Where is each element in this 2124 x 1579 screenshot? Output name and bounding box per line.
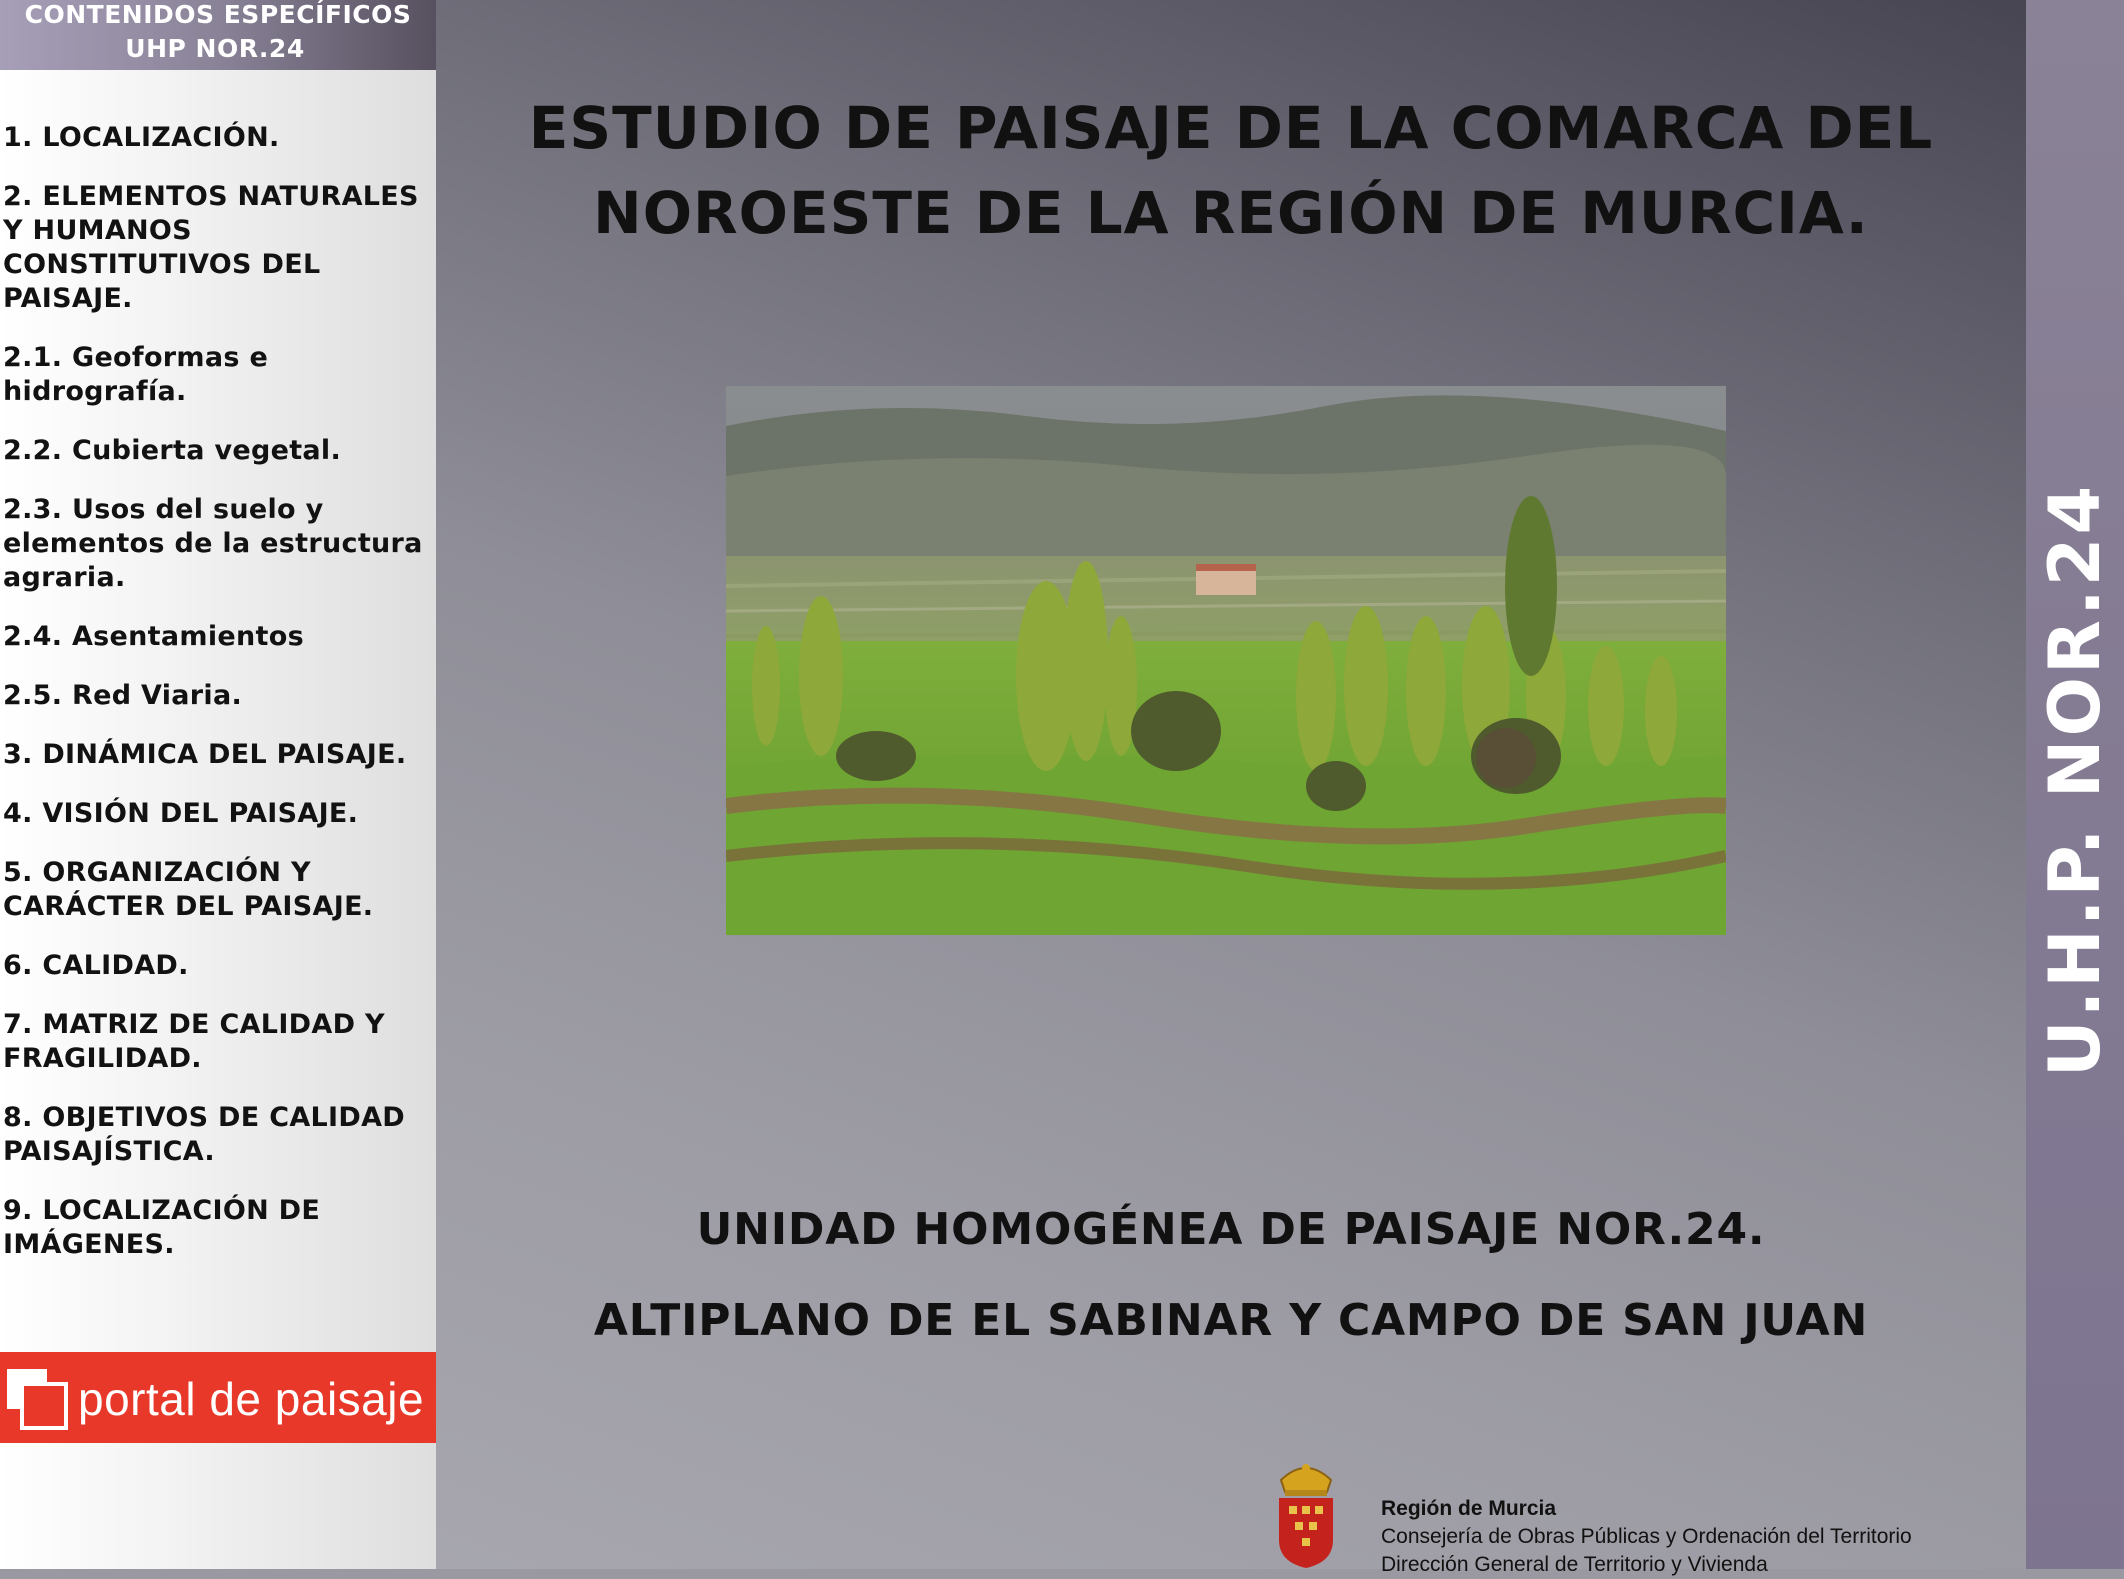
nav-item-localizacion-imagenes[interactable]: 9. LOCALIZACIÓN DE IMÁGENES. [3, 1195, 321, 1260]
nav-item-elementos[interactable]: 2. ELEMENTOS NATURALES Y HUMANOS CONSTITUTIVOS DEL PAISAJE. [3, 181, 419, 314]
unit-code-label: U.H.P. NOR.24 [2034, 482, 2116, 1078]
nav-item-localizacion[interactable]: 1. LOCALIZACIÓN. [3, 122, 280, 153]
unit-subtitle: UNIDAD HOMOGÉNEA DE PAISAJE NOR.24. [696, 1204, 1766, 1255]
nav-item-cubierta[interactable]: 2.2. Cubierta vegetal. [3, 435, 342, 466]
nav-item-organizacion[interactable]: 5. ORGANIZACIÓN Y CARÁCTER DEL PAISAJE. [3, 857, 374, 922]
sidebar-header [0, 0, 436, 70]
contents-nav [3, 121, 433, 1287]
nav-item-calidad[interactable]: 6. CALIDAD. [3, 950, 189, 981]
area-subtitle: ALTIPLANO DE EL SABINAR Y CAMPO DE SAN JUAN [593, 1295, 1869, 1346]
portal-logo-icon [6, 1368, 68, 1430]
right-strip [2026, 0, 2124, 1569]
gov-org: Región de Murcia [1381, 1497, 1557, 1520]
nav-item-vision[interactable]: 4. VISIÓN DEL PAISAJE. [3, 798, 359, 829]
sidebar [0, 0, 436, 1569]
nav-item-objetivos[interactable]: 8. OBJETIVOS DE CALIDAD PAISAJÍSTICA. [3, 1102, 405, 1167]
title-line1: ESTUDIO DE PAISAJE DE LA COMARCA DEL [528, 94, 1934, 162]
sidebar-header-line1: CONTENIDOS ESPECÍFICOS [24, 0, 412, 29]
page-title [436, 86, 2026, 256]
nav-item-usos-suelo[interactable]: 2.3. Usos del suelo y elementos de la estructura agraria. [3, 494, 423, 593]
gov-line2: Dirección General de Territorio y Vivienda [1381, 1553, 1768, 1576]
sidebar-header-line2: UHP NOR.24 [125, 34, 305, 63]
nav-item-red-viaria[interactable]: 2.5. Red Viaria. [3, 680, 243, 711]
nav-item-dinamica[interactable]: 3. DINÁMICA DEL PAISAJE. [3, 739, 407, 770]
nav-item-geoformas[interactable]: 2.1. Geoformas e hidrografía. [3, 342, 269, 407]
portal-de-paisaje-link[interactable] [0, 1352, 436, 1443]
nav-item-asentamientos[interactable]: 2.4. Asentamientos [3, 621, 304, 652]
portal-label: portal de paisaje [78, 1373, 425, 1425]
main-panel [436, 0, 2026, 1576]
gov-line1: Consejería de Obras Públicas y Ordenación del Territorio [1381, 1525, 1912, 1548]
region-murcia-crest-icon [1275, 1462, 1337, 1569]
title-line2: NOROESTE DE LA REGIÓN DE MURCIA. [593, 179, 1869, 247]
landscape-photo [726, 386, 1726, 935]
nav-item-matriz[interactable]: 7. MATRIZ DE CALIDAD Y FRAGILIDAD. [3, 1009, 385, 1074]
gov-attribution [1381, 1495, 1912, 1579]
